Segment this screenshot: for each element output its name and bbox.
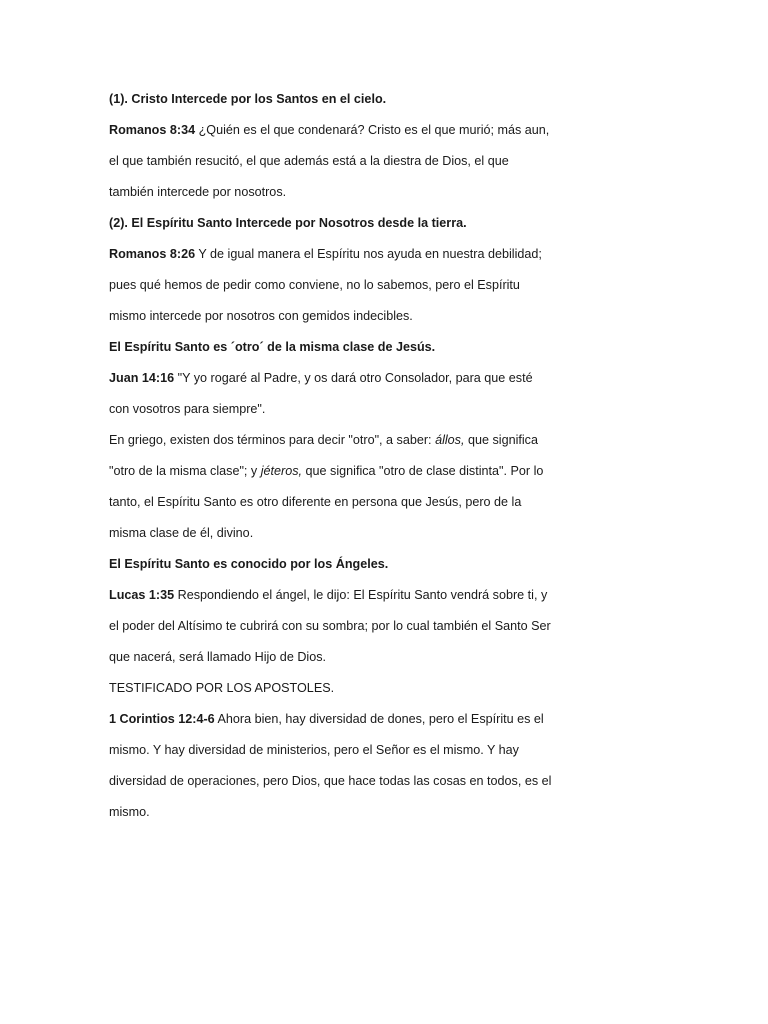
verse-line: mismo. (109, 805, 150, 819)
verse-line: pues qué hemos de pedir como conviene, no lo sabemos, pero el Espíritu (109, 278, 520, 292)
verse-text: ¿Quién es el que condenará? Cristo es el que murió; más aun, (195, 123, 550, 137)
verse-line: el poder del Altísimo te cubrirá con su sombra; por lo cual también el Santo Ser (109, 619, 551, 633)
verse-reference: Romanos 8:34 (109, 123, 196, 137)
section-heading: (2). El Espíritu Santo Intercede por Nosotros desde la tierra. (109, 216, 467, 230)
verse-reference: Lucas 1:35 (109, 588, 175, 602)
paragraph-text: En griego, existen dos términos para decir "otro", a saber: (109, 433, 436, 447)
verse-line (109, 580, 579, 611)
paragraph-line: misma clase de él, divino. (109, 526, 254, 540)
verse-line (109, 363, 579, 394)
verse-line: mismo intercede por nosotros con gemidos indecibles. (109, 309, 413, 323)
verse-line: el que también resucitó, el que además está a la diestra de Dios, el que (109, 154, 509, 168)
verse-text: Respondiendo el ángel, le dijo: El Espíritu Santo vendrá sobre ti, y (174, 588, 548, 602)
section-heading: TESTIFICADO POR LOS APOSTOLES. (109, 681, 335, 695)
verse-line (109, 239, 579, 270)
verse-reference: Juan 14:16 (109, 371, 175, 385)
paragraph-text: que significa (464, 433, 538, 447)
greek-term: jéteros, (260, 464, 303, 478)
verse-line: también intercede por nosotros. (109, 185, 287, 199)
verse-text: "Y yo rogaré al Padre, y os dará otro Consolador, para que esté (174, 371, 533, 385)
paragraph-line: tanto, el Espíritu Santo es otro diferente en persona que Jesús, pero de la (109, 495, 522, 509)
section-heading: (1). Cristo Intercede por los Santos en el cielo. (109, 92, 387, 106)
verse-text: Y de igual manera el Espíritu nos ayuda en nuestra debilidad; (195, 247, 542, 261)
verse-line: mismo. Y hay diversidad de ministerios, pero el Señor es el mismo. Y hay (109, 743, 519, 757)
paragraph-line (109, 425, 579, 456)
section-heading: El Espíritu Santo es conocido por los Ángeles. (109, 557, 389, 571)
paragraph-text: que significa "otro de clase distinta". Por lo (302, 464, 544, 478)
verse-line: con vosotros para siempre". (109, 402, 266, 416)
verse-line: que nacerá, será llamado Hijo de Dios. (109, 650, 327, 664)
paragraph-text: "otro de la misma clase"; y (109, 464, 261, 478)
verse-line (109, 115, 579, 146)
document-page (109, 84, 579, 828)
section-heading: El Espíritu Santo es ´otro´ de la misma clase de Jesús. (109, 340, 436, 354)
greek-term: állos, (435, 433, 465, 447)
verse-text: Ahora bien, hay diversidad de dones, pero el Espíritu es el (214, 712, 544, 726)
verse-line: diversidad de operaciones, pero Dios, que hace todas las cosas en todos, es el (109, 774, 552, 788)
verse-line (109, 704, 579, 735)
verse-reference: Romanos 8:26 (109, 247, 196, 261)
verse-reference: 1 Corintios 12:4-6 (109, 712, 215, 726)
paragraph-line (109, 456, 579, 487)
